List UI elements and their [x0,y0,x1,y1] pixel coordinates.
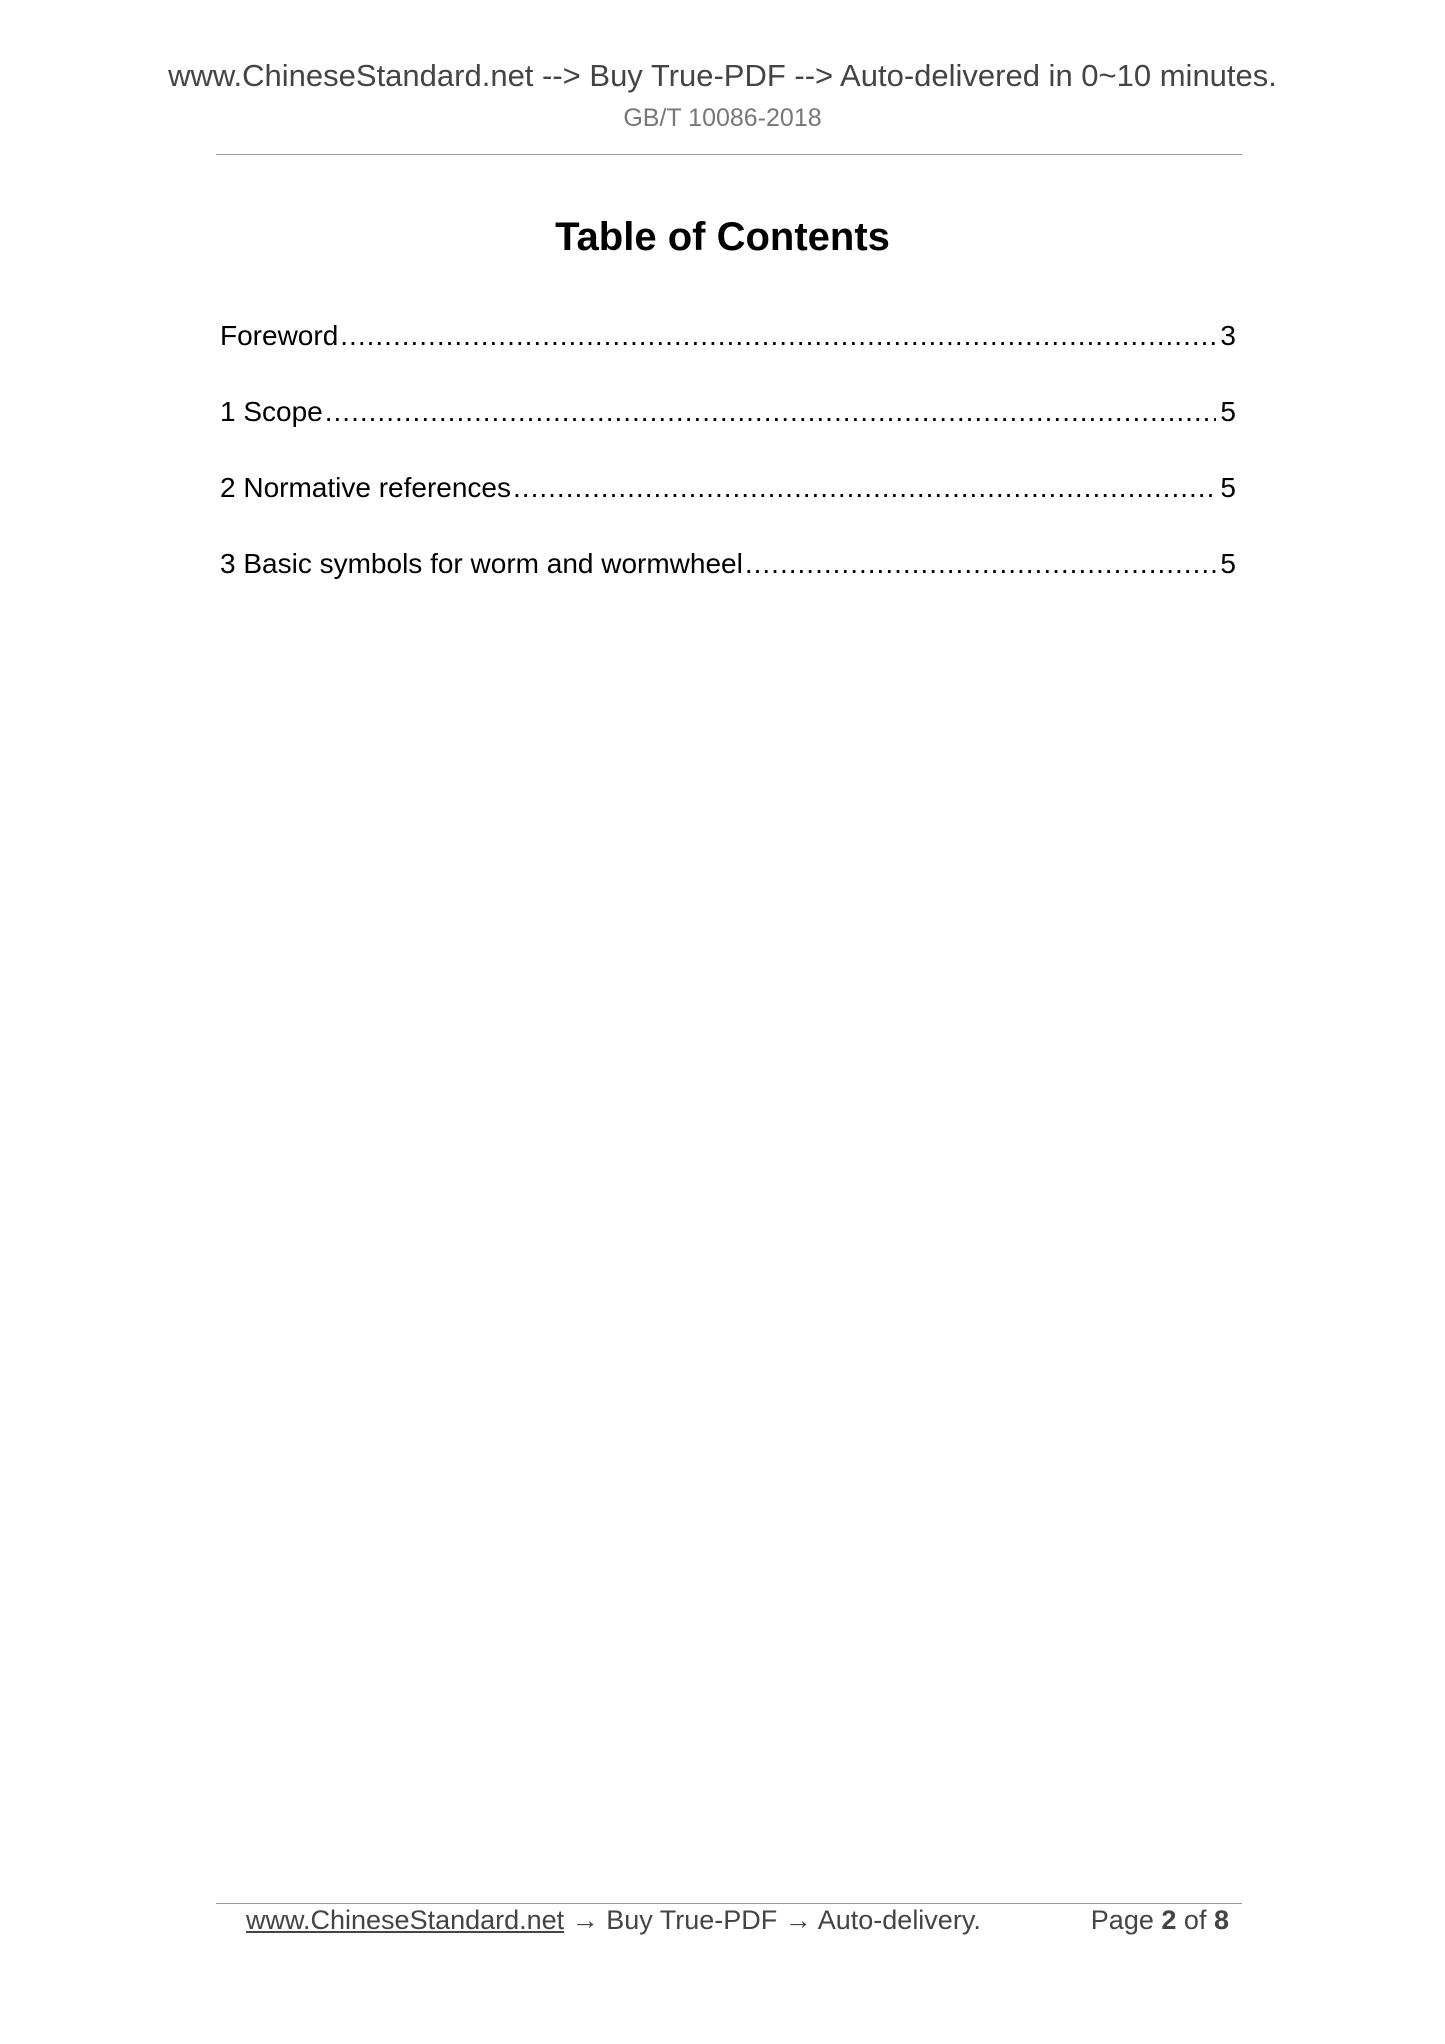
toc-dot-leader [325,392,1217,432]
toc-dot-leader [340,316,1216,356]
toc-entry-basic-symbols[interactable] [220,544,1236,620]
page-footer [246,1905,1236,1945]
toc-entry-page: 3 [1220,320,1236,351]
standard-code: GB/T 10086-2018 [623,104,822,132]
footer-tagline: → Buy True-PDF → Auto-delivery. [564,1905,981,1935]
toc-entry-normative-references[interactable] [220,468,1236,544]
toc-entry-scope[interactable] [220,392,1236,468]
header-divider [216,154,1242,155]
footer-site-link[interactable]: www.ChineseStandard.net [246,1905,565,1935]
toc-entry-page: 5 [1220,472,1236,503]
toc-entry-label: 1 Scope [220,396,323,427]
toc-entry-label: 2 Normative references [220,472,512,503]
toc-entry-label: 3 Basic symbols for worm and wormwheel [220,548,743,579]
header-banner: www.ChineseStandard.net --> Buy True-PDF --> Auto-delivered in 0~10 minutes. [168,58,1277,93]
page-indicator [1091,1905,1229,1936]
footer-left [246,1905,981,1936]
page-word: Page [1090,1905,1154,1935]
toc-dot-leader [513,468,1216,508]
toc-entry-page: 5 [1220,396,1236,427]
total-pages-number: 8 [1213,1905,1229,1935]
of-word: of [1183,1905,1207,1935]
toc-dot-leader [745,544,1217,584]
toc-entry-page: 5 [1220,548,1236,579]
toc-entry-label: Foreword [220,320,339,351]
toc-entry-foreword[interactable] [220,316,1236,392]
current-page-number: 2 [1161,1905,1177,1935]
footer-divider [216,1903,1242,1904]
toc-title: Table of Contents [555,215,890,259]
toc-list [220,316,1236,620]
